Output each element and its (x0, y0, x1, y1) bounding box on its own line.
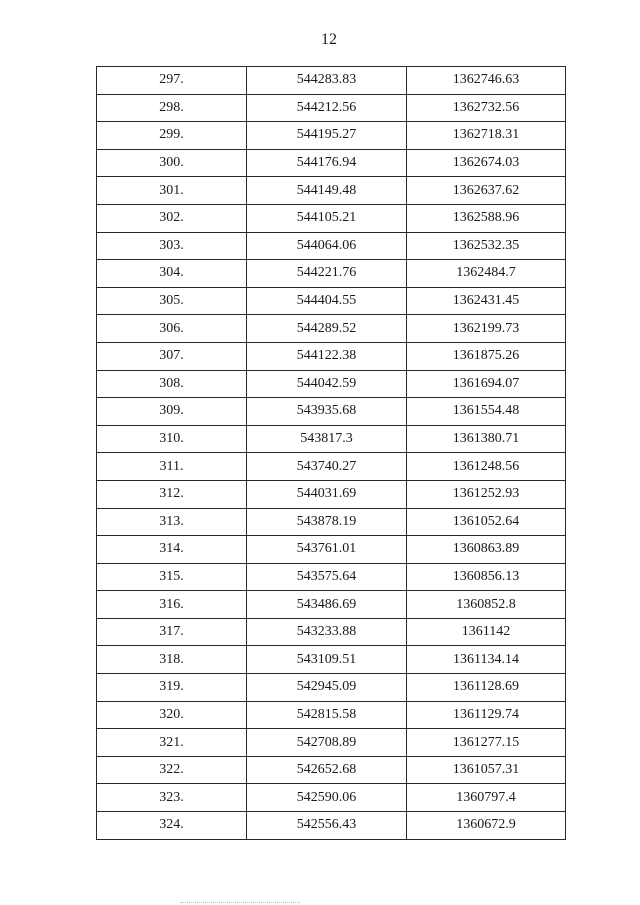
table-row (97, 701, 566, 729)
page-bottom-divider (180, 902, 300, 903)
x-coordinate-cell: 544031.69 (247, 480, 407, 508)
table-row (97, 453, 566, 481)
y-coordinate-cell: 1362732.56 (407, 94, 566, 122)
point-number-cell: 302. (97, 204, 247, 232)
point-number-cell: 300. (97, 149, 247, 177)
x-coordinate-cell: 542708.89 (247, 729, 407, 757)
y-coordinate-cell: 1360797.4 (407, 784, 566, 812)
x-coordinate-cell: 542945.09 (247, 674, 407, 702)
table-row (97, 729, 566, 757)
point-number-cell: 303. (97, 232, 247, 260)
table-row (97, 480, 566, 508)
point-number-cell: 312. (97, 480, 247, 508)
table-row (97, 563, 566, 591)
x-coordinate-cell: 543233.88 (247, 618, 407, 646)
x-coordinate-cell: 542652.68 (247, 756, 407, 784)
x-coordinate-cell: 543817.3 (247, 425, 407, 453)
x-coordinate-cell: 542590.06 (247, 784, 407, 812)
point-number-cell: 320. (97, 701, 247, 729)
table-row (97, 784, 566, 812)
table-row (97, 646, 566, 674)
y-coordinate-cell: 1361057.31 (407, 756, 566, 784)
table-row (97, 508, 566, 536)
y-coordinate-cell: 1361142 (407, 618, 566, 646)
x-coordinate-cell: 544404.55 (247, 287, 407, 315)
x-coordinate-cell: 543761.01 (247, 536, 407, 564)
coordinates-table (96, 66, 566, 840)
x-coordinate-cell: 543878.19 (247, 508, 407, 536)
table-row (97, 618, 566, 646)
y-coordinate-cell: 1362674.03 (407, 149, 566, 177)
point-number-cell: 306. (97, 315, 247, 343)
table-row (97, 122, 566, 150)
point-number-cell: 323. (97, 784, 247, 812)
y-coordinate-cell: 1362718.31 (407, 122, 566, 150)
point-number-cell: 317. (97, 618, 247, 646)
x-coordinate-cell: 544105.21 (247, 204, 407, 232)
y-coordinate-cell: 1362199.73 (407, 315, 566, 343)
y-coordinate-cell: 1362431.45 (407, 287, 566, 315)
y-coordinate-cell: 1361554.48 (407, 398, 566, 426)
y-coordinate-cell: 1360863.89 (407, 536, 566, 564)
x-coordinate-cell: 544212.56 (247, 94, 407, 122)
point-number-cell: 304. (97, 260, 247, 288)
x-coordinate-cell: 544064.06 (247, 232, 407, 260)
y-coordinate-cell: 1362746.63 (407, 67, 566, 95)
y-coordinate-cell: 1360672.9 (407, 812, 566, 840)
table-row (97, 812, 566, 840)
x-coordinate-cell: 542815.58 (247, 701, 407, 729)
x-coordinate-cell: 544283.83 (247, 67, 407, 95)
table-row (97, 287, 566, 315)
point-number-cell: 299. (97, 122, 247, 150)
x-coordinate-cell: 543575.64 (247, 563, 407, 591)
x-coordinate-cell: 544149.48 (247, 177, 407, 205)
point-number-cell: 311. (97, 453, 247, 481)
table-row (97, 370, 566, 398)
point-number-cell: 298. (97, 94, 247, 122)
point-number-cell: 307. (97, 342, 247, 370)
y-coordinate-cell: 1361134.14 (407, 646, 566, 674)
table-row (97, 674, 566, 702)
table-row (97, 536, 566, 564)
y-coordinate-cell: 1362484.7 (407, 260, 566, 288)
point-number-cell: 321. (97, 729, 247, 757)
y-coordinate-cell: 1361252.93 (407, 480, 566, 508)
point-number-cell: 301. (97, 177, 247, 205)
x-coordinate-cell: 544042.59 (247, 370, 407, 398)
y-coordinate-cell: 1361129.74 (407, 701, 566, 729)
x-coordinate-cell: 544289.52 (247, 315, 407, 343)
table-row (97, 425, 566, 453)
y-coordinate-cell: 1361052.64 (407, 508, 566, 536)
table-row (97, 177, 566, 205)
x-coordinate-cell: 543109.51 (247, 646, 407, 674)
x-coordinate-cell: 543935.68 (247, 398, 407, 426)
table-row (97, 204, 566, 232)
point-number-cell: 319. (97, 674, 247, 702)
table-row (97, 232, 566, 260)
point-number-cell: 297. (97, 67, 247, 95)
table-row (97, 260, 566, 288)
point-number-cell: 324. (97, 812, 247, 840)
y-coordinate-cell: 1361875.26 (407, 342, 566, 370)
x-coordinate-cell: 544122.38 (247, 342, 407, 370)
y-coordinate-cell: 1361248.56 (407, 453, 566, 481)
table-row (97, 149, 566, 177)
y-coordinate-cell: 1362588.96 (407, 204, 566, 232)
table-row (97, 342, 566, 370)
x-coordinate-cell: 543486.69 (247, 591, 407, 619)
point-number-cell: 308. (97, 370, 247, 398)
table-row (97, 94, 566, 122)
x-coordinate-cell: 544221.76 (247, 260, 407, 288)
point-number-cell: 322. (97, 756, 247, 784)
point-number-cell: 309. (97, 398, 247, 426)
point-number-cell: 305. (97, 287, 247, 315)
y-coordinate-cell: 1360856.13 (407, 563, 566, 591)
y-coordinate-cell: 1362637.62 (407, 177, 566, 205)
point-number-cell: 313. (97, 508, 247, 536)
x-coordinate-cell: 543740.27 (247, 453, 407, 481)
y-coordinate-cell: 1361380.71 (407, 425, 566, 453)
point-number-cell: 316. (97, 591, 247, 619)
x-coordinate-cell: 542556.43 (247, 812, 407, 840)
table-row (97, 756, 566, 784)
table-row (97, 67, 566, 95)
y-coordinate-cell: 1361128.69 (407, 674, 566, 702)
x-coordinate-cell: 544195.27 (247, 122, 407, 150)
x-coordinate-cell: 544176.94 (247, 149, 407, 177)
y-coordinate-cell: 1361694.07 (407, 370, 566, 398)
table-row (97, 315, 566, 343)
point-number-cell: 310. (97, 425, 247, 453)
y-coordinate-cell: 1362532.35 (407, 232, 566, 260)
table-row (97, 398, 566, 426)
point-number-cell: 314. (97, 536, 247, 564)
y-coordinate-cell: 1360852.8 (407, 591, 566, 619)
point-number-cell: 315. (97, 563, 247, 591)
page-number: 12 (321, 31, 337, 48)
table-row (97, 591, 566, 619)
coordinates-table-body (97, 67, 566, 840)
point-number-cell: 318. (97, 646, 247, 674)
y-coordinate-cell: 1361277.15 (407, 729, 566, 757)
